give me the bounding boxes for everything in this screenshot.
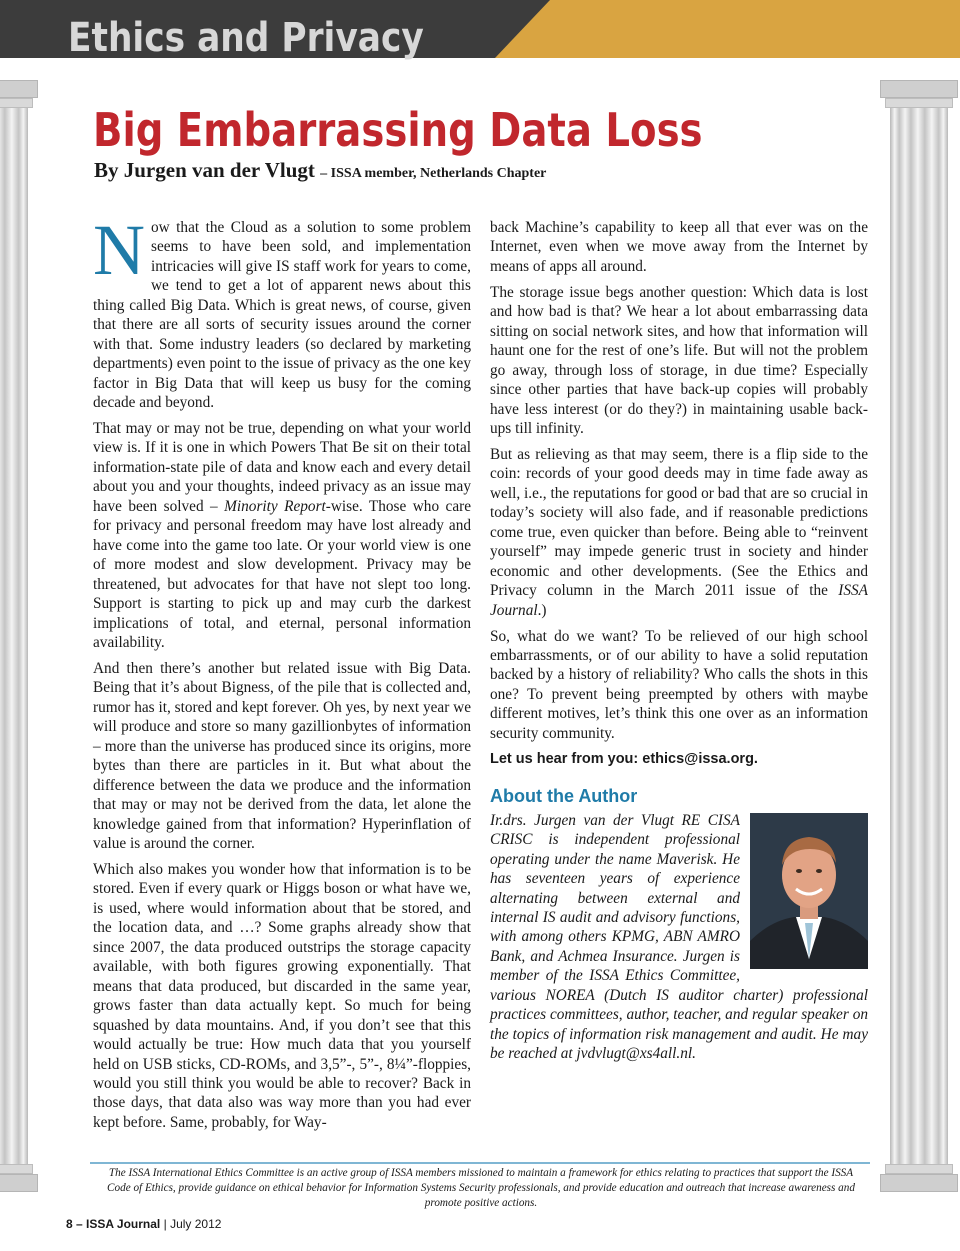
paragraph: Which also makes you wonder how that information is to be stored. Even if every quark or Higgs boson or what have we, is used, where would information about that be stored, and the location data, and …? Some graphs already show that since 2007, the data produced outstrips the storage capacity available, with both figures growing exponentially. That means that data produced, but discarded in the same year, grows faster than data actually kept. So much for being squashed by data mountains. And, if you don’t see that this would actually be true: How much data that you yourself held on USB sticks, CD-ROMs, and 3,5”-, 5”-, 8¼”-floppies, would you still think you would be able to recover? Back in those days, that data also was way more than you had ever kept before. Same, probably, for Way- — [93, 861, 471, 1131]
about-author-heading: About the Author — [490, 786, 638, 807]
right-column-ornament — [880, 80, 958, 1192]
paragraph: That may or may not be true, depending on what your world view is. If it is one in which Powers That Be sit on their total information-state pile of data and know each and every detail about you and your thoughts, indeed privacy as an issue may have been solved – Minority Report-wise. Those who care for privacy and personal freedom may have lost already and have come into the game too late. Or your world view is one of more modest and slow development. Privacy may be threatened, but advocates for that have not slept too long. Support is starting to pick up and may curb the darkest implications of total, and eternal, personal information availability. — [93, 420, 472, 652]
contact-email-callout[interactable]: Let us hear from you: ethics@issa.org. — [490, 750, 758, 767]
section-title: Ethics and Privacy — [68, 15, 424, 61]
paragraph: But as relieving as that may seem, there is a flip side to the coin: records of your good deeds may in time fade away as well, i.e., the reputations for good or bad that are so crucial in today’s society will also fade, and if reasonable predictions come true, even quicker than before. Being able to “reinvent yourself” may impede generic trust in society and hinder economic and other developments. (See the Ethics and Privacy column in the March 2011 issue of the ISSA Journal.) — [490, 445, 868, 619]
author-bio: Ir.drs. Jurgen van der Vlugt RE CISA CRISC is independent professional operating under the name Maverisk. He has seventeen years of experience alternating between external and internal IS audit and advisory functions, with among others KPMG, ABN AMRO Bank, and Achmea Insurance. Jurgen is member of the ISSA Ethics Committee, various NOREA (Dutch IS auditor charter) professional practices committees, author, teacher, and regular speaker on the topics of information risk management and audit. He may be reached at jvdvlugt@xs4all.nl. — [490, 811, 868, 1063]
paragraph: And then there’s another but related issue with Big Data. Being that it’s about Bigness, of the pile that is collected and, rumor has it, stored and kept forever. Oh yes, by next year we will produce and store so many gazillionbytes of information – more than the universe has produced since its origins, more bytes than there are particles in it. But what about the difference between the data we produce and the information that may or may not be derived from the data, let alone the knowledge gained from that information? Hyperinflation of value is around the corner. — [93, 659, 471, 853]
author-name: By Jurgen van der Vlugt — [94, 158, 315, 182]
folio-date: July 2012 — [170, 1217, 222, 1231]
committee-note: The ISSA International Ethics Committee is an active group of ISSA members missioned to maintain a framework for ethics relating to practices that support the ISSA Code of Ethics, provide guidance on ethical behavior for Information Systems Security professionals, and provide education and outreach that increase awareness and promote positive actions. — [107, 1167, 855, 1209]
paragraph: Now that the Cloud as a solution to some problem seems to have been sold, and implementation intricacies will give IS staff work for years to come, we tend to get a lot of apparent news about this thing called Big Data. Which is great news, of course, given that there are all sorts of security issues around the corner with that. Some industry leaders (so declared by marketing departments) even point to the issue of privacy as the one key factor in Big Data that will keep us busy for the coming decade and beyond. — [93, 210, 471, 412]
page-folio: 8 – ISSA Journal | July 2012 — [66, 1217, 222, 1231]
paragraph: back Machine’s capability to keep all that ever was on the Internet, even when we move away from the Internet by means of apps all around. — [490, 219, 868, 275]
paragraph: So, what do we want? To be relieved of our high school embarrassments, or of our ability to have a solid reputation backed by a history of reliability? Who calls the shots in this one? To prevent being preempted by others with maybe different motives, let’s think this one over as an information security community. — [490, 627, 868, 742]
folio-page: 8 – ISSA Journal — [66, 1217, 161, 1231]
paragraph: The storage issue begs another question: Which data is lost and how bad is that? We hear a lot about embarrassing data sitting on social network sites, and how that information will haunt one for the rest of one’s life. But will not the problem go away, through loss of storage, in due time? Especially since other parties that have back-up copies will probably have less interest (or do they?) in maintaining usable back-ups till infinity. — [490, 283, 868, 438]
author-photo — [750, 813, 868, 969]
author-affiliation: – ISSA member, Netherlands Chapter — [320, 166, 547, 181]
drop-cap: N — [93, 210, 145, 290]
section-banner-accent — [495, 0, 960, 58]
left-column-ornament — [0, 80, 38, 1192]
article-column-right — [490, 218, 868, 1070]
article-title: Big Embarrassing Data Loss — [93, 103, 703, 157]
byline — [94, 158, 546, 183]
footer-divider — [90, 1162, 870, 1164]
article-column-left — [93, 210, 472, 1139]
